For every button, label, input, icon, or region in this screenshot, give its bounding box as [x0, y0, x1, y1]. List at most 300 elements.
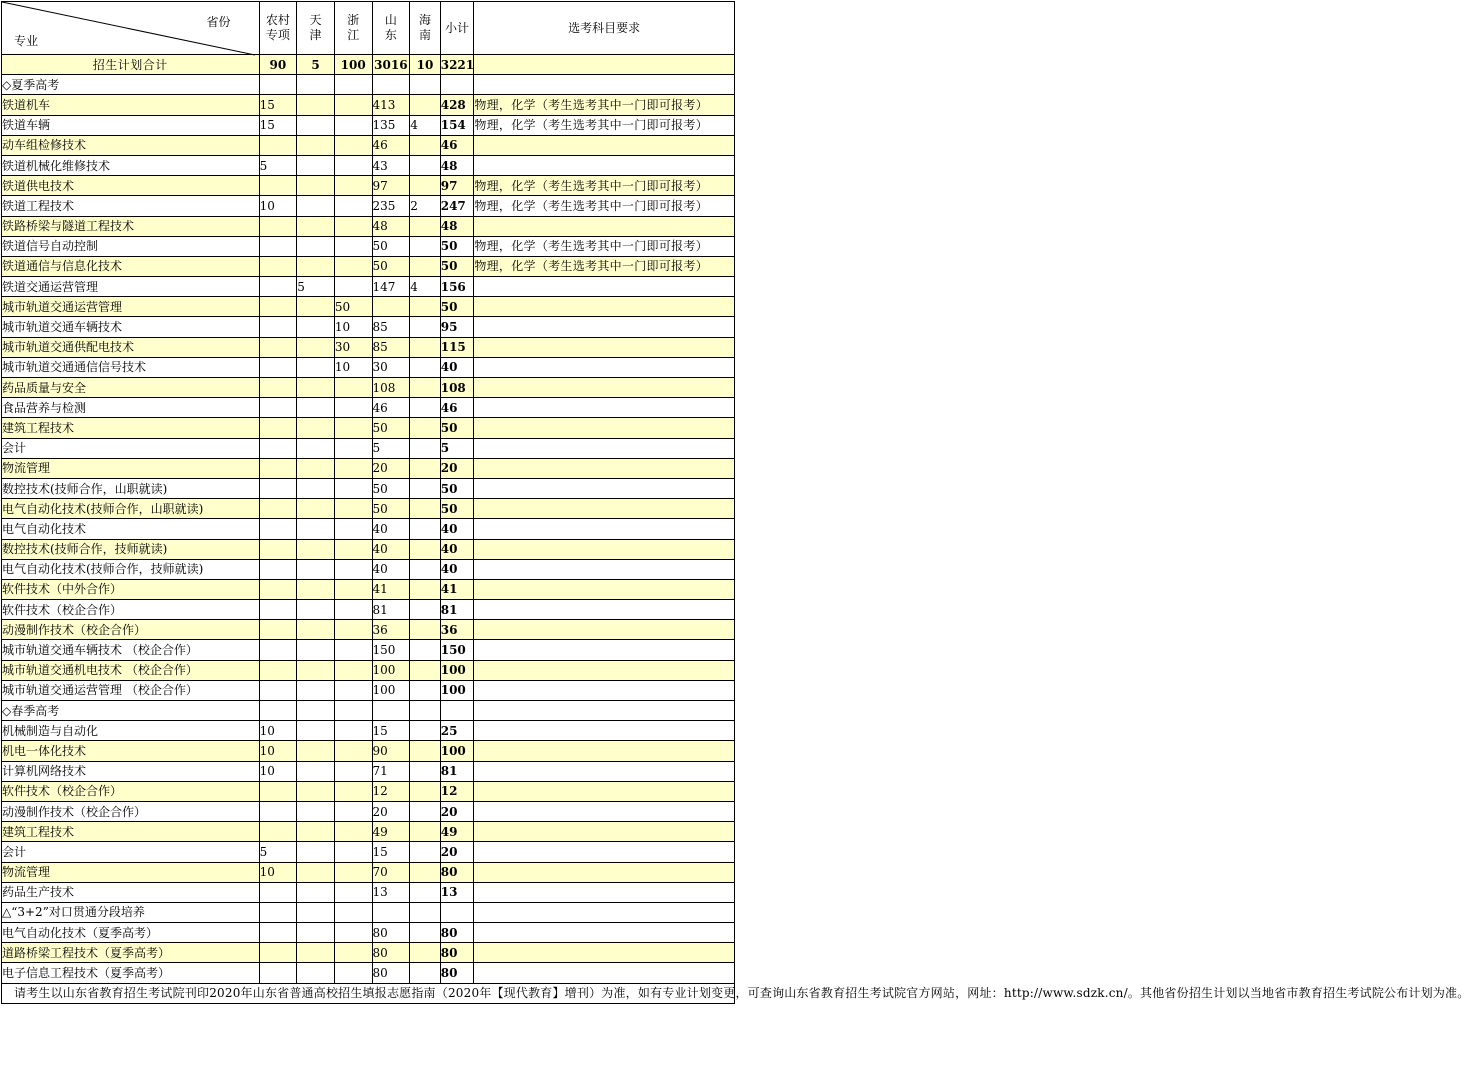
table-row [2, 378, 735, 398]
hainan-count [410, 600, 441, 620]
shandong-count: 20 [372, 458, 410, 478]
section-empty-cell [474, 701, 735, 721]
table-row [2, 478, 735, 498]
subject-requirement [474, 801, 735, 821]
zhejiang-count [334, 882, 372, 902]
hainan-count [410, 236, 441, 256]
table-row [2, 862, 735, 882]
hainan-count [410, 317, 441, 337]
note-row [2, 983, 735, 1003]
section-header-row [2, 902, 735, 922]
table-row [2, 519, 735, 539]
subtotal-count: 50 [440, 478, 474, 498]
major-name: 城市轨道交通供配电技术 [2, 337, 260, 357]
tianjin-count [297, 357, 335, 377]
subject-requirement: 物理，化学（考生选考其中一门即可报考） [474, 95, 735, 115]
hainan-count [410, 862, 441, 882]
table-row [2, 438, 735, 458]
major-name: 机械制造与自动化 [2, 721, 260, 741]
shandong-count: 43 [372, 155, 410, 175]
total-subtotal: 3221 [440, 55, 474, 75]
tianjin-count [297, 499, 335, 519]
zhejiang-count [334, 378, 372, 398]
shandong-count: 15 [372, 721, 410, 741]
table-row [2, 176, 735, 196]
subtotal-count: 48 [440, 155, 474, 175]
section-title: △“3+2”对口贯通分段培养 [2, 902, 260, 922]
zhejiang-count [334, 761, 372, 781]
table-row [2, 155, 735, 175]
table-row [2, 640, 735, 660]
zhejiang-count [334, 176, 372, 196]
tianjin-count [297, 882, 335, 902]
section-empty-cell [440, 701, 474, 721]
zhejiang-count [334, 943, 372, 963]
zhejiang-count [334, 196, 372, 216]
hainan-count [410, 721, 441, 741]
shandong-count: 30 [372, 357, 410, 377]
shandong-count: 50 [372, 236, 410, 256]
shandong-column-header: 山东 [372, 2, 410, 55]
tianjin-count [297, 842, 335, 862]
subject-requirement [474, 963, 735, 983]
tianjin-count [297, 115, 335, 135]
tianjin-count [297, 155, 335, 175]
rural-count [259, 620, 297, 640]
zhejiang-column-header: 浙江 [334, 2, 372, 55]
shandong-count: 235 [372, 196, 410, 216]
rural-count [259, 236, 297, 256]
subject-requirement [474, 155, 735, 175]
table-row [2, 559, 735, 579]
hainan-count: 2 [410, 196, 441, 216]
shandong-count: 40 [372, 559, 410, 579]
hainan-column-header: 海南 [410, 2, 441, 55]
section-empty-cell [259, 902, 297, 922]
major-name: 软件技术（校企合作） [2, 600, 260, 620]
zhejiang-count [334, 822, 372, 842]
major-name: 动漫制作技术（校企合作） [2, 620, 260, 640]
subtotal-count: 150 [440, 640, 474, 660]
subject-requirement [474, 317, 735, 337]
subject-requirement [474, 721, 735, 741]
enrollment-plan-document [1, 1, 1469, 1004]
shandong-count: 100 [372, 680, 410, 700]
shandong-count: 46 [372, 398, 410, 418]
subtotal-count: 12 [440, 781, 474, 801]
subject-requirement [474, 438, 735, 458]
rural-count [259, 519, 297, 539]
zhejiang-count [334, 559, 372, 579]
zhejiang-count [334, 963, 372, 983]
shandong-count: 13 [372, 882, 410, 902]
zhejiang-count [334, 640, 372, 660]
tianjin-count [297, 761, 335, 781]
zhejiang-count: 30 [334, 337, 372, 357]
table-row [2, 963, 735, 983]
shandong-count: 135 [372, 115, 410, 135]
zhejiang-count [334, 236, 372, 256]
tianjin-column-header: 天津 [297, 2, 335, 55]
diagonal-header-cell [2, 2, 260, 55]
shandong-count: 49 [372, 822, 410, 842]
subject-requirement [474, 882, 735, 902]
table-row [2, 923, 735, 943]
shandong-count: 50 [372, 478, 410, 498]
rural-count: 10 [259, 761, 297, 781]
hainan-count [410, 95, 441, 115]
total-zhejiang: 100 [334, 55, 372, 75]
tianjin-count [297, 297, 335, 317]
major-name: 动漫制作技术（校企合作） [2, 801, 260, 821]
total-row [2, 55, 735, 75]
section-empty-cell [474, 75, 735, 95]
rural-count: 15 [259, 115, 297, 135]
rural-count [259, 539, 297, 559]
subject-requirement [474, 519, 735, 539]
tianjin-count [297, 741, 335, 761]
rural-count [259, 438, 297, 458]
subtotal-count: 50 [440, 499, 474, 519]
subject-requirement: 物理，化学（考生选考其中一门即可报考） [474, 256, 735, 276]
subtotal-count: 40 [440, 539, 474, 559]
rural-count [259, 559, 297, 579]
shandong-count: 150 [372, 640, 410, 660]
rural-count [259, 923, 297, 943]
table-header-row [2, 2, 735, 55]
major-name: 铁道机械化维修技术 [2, 155, 260, 175]
requirements-column-header: 选考科目要求 [474, 2, 735, 55]
subtotal-count: 40 [440, 357, 474, 377]
table-row [2, 337, 735, 357]
tianjin-count [297, 620, 335, 640]
tianjin-count [297, 600, 335, 620]
hainan-count [410, 680, 441, 700]
rural-count: 10 [259, 721, 297, 741]
subtotal-count: 46 [440, 135, 474, 155]
major-name: 铁道机车 [2, 95, 260, 115]
table-row [2, 741, 735, 761]
shandong-count: 80 [372, 923, 410, 943]
subtotal-count: 80 [440, 862, 474, 882]
major-name: 机电一体化技术 [2, 741, 260, 761]
tianjin-count [297, 801, 335, 821]
rural-count [259, 256, 297, 276]
section-empty-cell [334, 75, 372, 95]
major-name: 动车组检修技术 [2, 135, 260, 155]
zhejiang-count [334, 781, 372, 801]
zhejiang-count [334, 923, 372, 943]
section-empty-cell [334, 902, 372, 922]
major-name: 铁道交通运营管理 [2, 277, 260, 297]
subtotal-count: 40 [440, 519, 474, 539]
rural-count [259, 378, 297, 398]
section-empty-cell [410, 902, 441, 922]
shandong-count: 81 [372, 600, 410, 620]
hainan-count [410, 559, 441, 579]
major-name: 电气自动化技术(技师合作，山职就读) [2, 499, 260, 519]
tianjin-count [297, 721, 335, 741]
rural-count [259, 963, 297, 983]
rural-count: 10 [259, 196, 297, 216]
zhejiang-count [334, 155, 372, 175]
subtotal-count: 49 [440, 822, 474, 842]
major-name: 建筑工程技术 [2, 418, 260, 438]
rural-count [259, 943, 297, 963]
subtotal-count: 95 [440, 317, 474, 337]
shandong-count: 97 [372, 176, 410, 196]
table-row [2, 236, 735, 256]
table-row [2, 458, 735, 478]
rural-count [259, 317, 297, 337]
subtotal-count: 40 [440, 559, 474, 579]
subtotal-count: 80 [440, 943, 474, 963]
rural-count: 10 [259, 741, 297, 761]
tianjin-count [297, 539, 335, 559]
major-name: 电子信息工程技术（夏季高考） [2, 963, 260, 983]
subject-requirement [474, 579, 735, 599]
subject-requirement [474, 337, 735, 357]
zhejiang-count [334, 277, 372, 297]
subject-requirement [474, 600, 735, 620]
tianjin-count [297, 398, 335, 418]
shandong-count [372, 297, 410, 317]
shandong-count: 108 [372, 378, 410, 398]
table-row [2, 680, 735, 700]
tianjin-count [297, 579, 335, 599]
section-empty-cell [259, 75, 297, 95]
hainan-count [410, 418, 441, 438]
tianjin-count [297, 337, 335, 357]
hainan-count [410, 176, 441, 196]
major-name: 电气自动化技术 [2, 519, 260, 539]
subject-requirement [474, 499, 735, 519]
zhejiang-count: 10 [334, 317, 372, 337]
zhejiang-count [334, 478, 372, 498]
rural-count [259, 135, 297, 155]
subject-requirement [474, 761, 735, 781]
table-row [2, 721, 735, 741]
major-name: 城市轨道交通运营管理 （校企合作） [2, 680, 260, 700]
hainan-count [410, 478, 441, 498]
subject-requirement [474, 297, 735, 317]
shandong-count: 90 [372, 741, 410, 761]
hainan-count [410, 378, 441, 398]
rural-count [259, 822, 297, 842]
major-name: 食品营养与检测 [2, 398, 260, 418]
section-header-row [2, 701, 735, 721]
subtotal-count: 115 [440, 337, 474, 357]
rural-count [259, 660, 297, 680]
major-name: 数控技术(技师合作，山职就读) [2, 478, 260, 498]
subtotal-count: 81 [440, 761, 474, 781]
zhejiang-count [334, 216, 372, 236]
rural-column-header: 农村专项 [259, 2, 297, 55]
section-empty-cell [440, 75, 474, 95]
table-row [2, 135, 735, 155]
tianjin-count [297, 559, 335, 579]
subject-requirement [474, 539, 735, 559]
subtotal-count: 36 [440, 620, 474, 640]
major-name: 会计 [2, 842, 260, 862]
major-name: 计算机网络技术 [2, 761, 260, 781]
subtotal-count: 50 [440, 297, 474, 317]
section-title: ◇春季高考 [2, 701, 260, 721]
major-name: 铁道通信与信息化技术 [2, 256, 260, 276]
major-name: 数控技术(技师合作，技师就读) [2, 539, 260, 559]
major-name: 城市轨道交通车辆技术 （校企合作） [2, 640, 260, 660]
table-row [2, 317, 735, 337]
subject-requirement [474, 923, 735, 943]
subject-requirement [474, 559, 735, 579]
zhejiang-count [334, 862, 372, 882]
subtotal-count: 5 [440, 438, 474, 458]
tianjin-count [297, 216, 335, 236]
shandong-count: 85 [372, 337, 410, 357]
shandong-count: 40 [372, 539, 410, 559]
shandong-count: 147 [372, 277, 410, 297]
shandong-count: 48 [372, 216, 410, 236]
footnote-text: 请考生以山东省教育招生考试院刊印2020年山东省普通高校招生填报志愿指南（2020年【现代教育】增刊）为准，如有专业计划变更，可查询山东省教育招生考试院官方网站，网址：http://www.sdzk.cn/。其他省份招生计划以当地省市教育招生考试院公布计划为准。 [2, 983, 735, 1003]
tianjin-count [297, 458, 335, 478]
zhejiang-count [334, 135, 372, 155]
major-name: 软件技术（中外合作） [2, 579, 260, 599]
subtotal-count: 80 [440, 963, 474, 983]
major-name: 建筑工程技术 [2, 822, 260, 842]
table-row [2, 822, 735, 842]
table-row [2, 842, 735, 862]
zhejiang-count [334, 438, 372, 458]
hainan-count [410, 660, 441, 680]
hainan-count [410, 216, 441, 236]
tianjin-count [297, 963, 335, 983]
tianjin-count [297, 236, 335, 256]
tianjin-count [297, 862, 335, 882]
major-name: 铁道车辆 [2, 115, 260, 135]
tianjin-count [297, 95, 335, 115]
shandong-count: 12 [372, 781, 410, 801]
zhejiang-count: 10 [334, 357, 372, 377]
tianjin-count [297, 519, 335, 539]
rural-count [259, 418, 297, 438]
subject-requirement [474, 640, 735, 660]
major-name: 铁路桥梁与隧道工程技术 [2, 216, 260, 236]
shandong-count: 80 [372, 943, 410, 963]
subject-requirement [474, 398, 735, 418]
table-row [2, 600, 735, 620]
subtotal-count: 50 [440, 236, 474, 256]
rural-count [259, 458, 297, 478]
table-row [2, 216, 735, 236]
table-row [2, 196, 735, 216]
rural-count [259, 680, 297, 700]
subject-requirement: 物理，化学（考生选考其中一门即可报考） [474, 196, 735, 216]
shandong-count: 15 [372, 842, 410, 862]
rural-count [259, 478, 297, 498]
tianjin-count: 5 [297, 277, 335, 297]
shandong-count: 40 [372, 519, 410, 539]
tianjin-count [297, 822, 335, 842]
hainan-count [410, 842, 441, 862]
table-row [2, 781, 735, 801]
zhejiang-count [334, 458, 372, 478]
rural-count: 5 [259, 842, 297, 862]
zhejiang-count [334, 95, 372, 115]
table-row [2, 256, 735, 276]
major-name: 电气自动化技术(技师合作，技师就读) [2, 559, 260, 579]
zhejiang-count [334, 519, 372, 539]
section-empty-cell [372, 75, 410, 95]
hainan-count [410, 155, 441, 175]
major-name: 城市轨道交通运营管理 [2, 297, 260, 317]
tianjin-count [297, 923, 335, 943]
subject-requirement [474, 458, 735, 478]
subject-requirement: 物理，化学（考生选考其中一门即可报考） [474, 176, 735, 196]
tianjin-count [297, 943, 335, 963]
hainan-count: 4 [410, 115, 441, 135]
subtotal-count: 100 [440, 660, 474, 680]
hainan-count [410, 398, 441, 418]
zhejiang-count [334, 600, 372, 620]
zhejiang-count [334, 842, 372, 862]
subject-requirement [474, 277, 735, 297]
zhejiang-count [334, 539, 372, 559]
hainan-count [410, 458, 441, 478]
major-header-label: 专业 [14, 34, 39, 48]
subtotal-column-header: 小计 [440, 2, 474, 55]
hainan-count [410, 499, 441, 519]
hainan-count [410, 539, 441, 559]
shandong-count: 46 [372, 135, 410, 155]
rural-count [259, 216, 297, 236]
total-requirements [474, 55, 735, 75]
table-row [2, 418, 735, 438]
hainan-count [410, 620, 441, 640]
table-row [2, 579, 735, 599]
table-row [2, 801, 735, 821]
subtotal-count: 247 [440, 196, 474, 216]
rural-count [259, 297, 297, 317]
major-name: 城市轨道交通车辆技术 [2, 317, 260, 337]
shandong-count: 41 [372, 579, 410, 599]
subtotal-count: 20 [440, 458, 474, 478]
subtotal-count: 20 [440, 801, 474, 821]
hainan-count [410, 640, 441, 660]
shandong-count: 80 [372, 963, 410, 983]
subtotal-count: 428 [440, 95, 474, 115]
subject-requirement [474, 943, 735, 963]
section-header-row [2, 75, 735, 95]
shandong-count: 20 [372, 801, 410, 821]
shandong-count: 70 [372, 862, 410, 882]
subtotal-count: 20 [440, 842, 474, 862]
shandong-count: 50 [372, 256, 410, 276]
section-empty-cell [297, 902, 335, 922]
major-name: 铁道工程技术 [2, 196, 260, 216]
tianjin-count [297, 196, 335, 216]
table-row [2, 357, 735, 377]
subject-requirement [474, 680, 735, 700]
tianjin-count [297, 660, 335, 680]
table-row [2, 277, 735, 297]
table-row [2, 943, 735, 963]
major-name: 药品生产技术 [2, 882, 260, 902]
section-empty-cell [474, 902, 735, 922]
subtotal-count: 50 [440, 256, 474, 276]
major-name: 电气自动化技术（夏季高考） [2, 923, 260, 943]
section-empty-cell [440, 902, 474, 922]
major-name: 道路桥梁工程技术（夏季高考） [2, 943, 260, 963]
